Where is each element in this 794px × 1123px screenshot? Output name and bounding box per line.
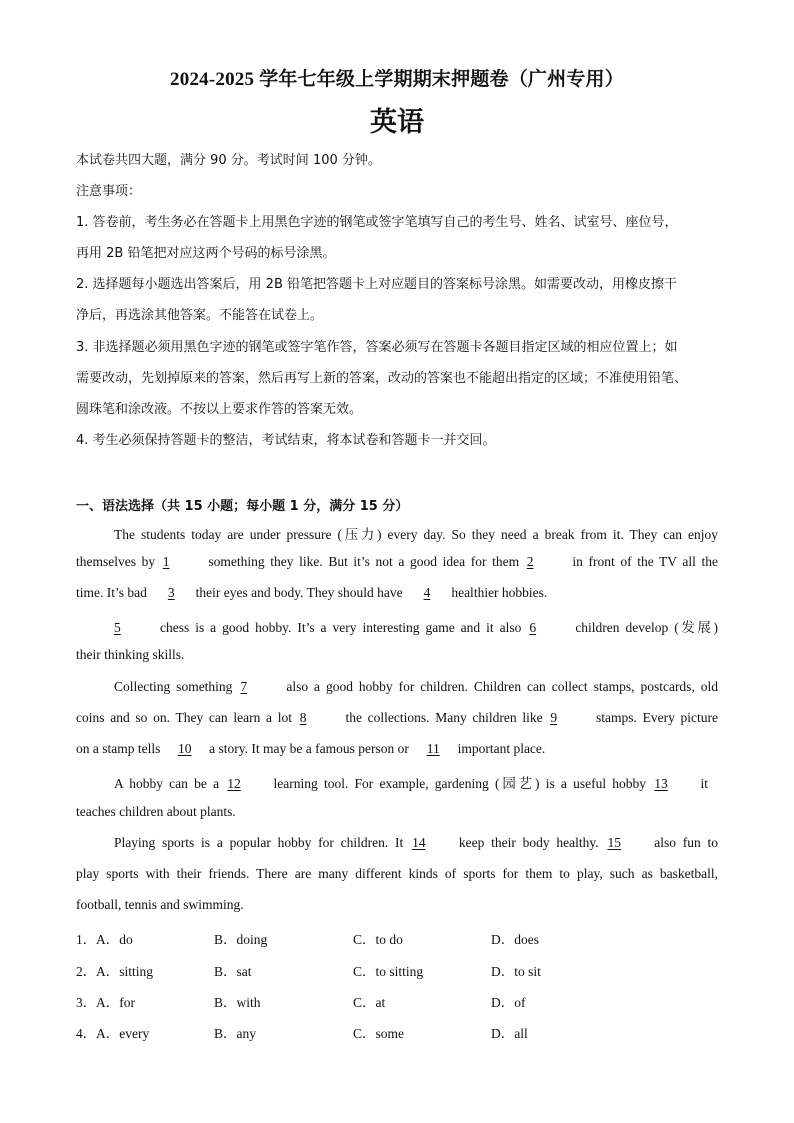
option-c: C．to sitting [353, 964, 424, 979]
answer-blank: 2 [526, 554, 534, 569]
option-b: B．any [214, 1026, 256, 1041]
notice-line: 圆珠笔和涂改液。不按以上要求作答的答案无效。 [76, 402, 363, 417]
passage-line: Playing sports is a popular hobby for children. It 14 keep their body healthy. 15 also fun to [114, 835, 719, 850]
answer-blank: 3 [167, 585, 175, 600]
notice-line: 再用 2B 铅笔把对应这两个号码的标号涂黑。 [76, 246, 336, 261]
section-heading: 一、语法选择（共 15 小题；每小题 1 分，满分 15 分） [76, 499, 409, 514]
answer-blank: 11 [426, 741, 440, 756]
passage-line: The students today are under pressure (压力) every day. So they need a break from it. They can enjoy [114, 527, 718, 542]
passage-line: football, tennis and swimming. [76, 897, 244, 912]
notice-line: 净后，再选涂其他答案。不能答在试卷上。 [76, 308, 324, 323]
option-b: B．sat [214, 964, 252, 979]
passage-line: play sports with their friends. There are many different kinds of sports for them to play, such as basketball, [76, 866, 718, 881]
option-c: C．to do [353, 932, 403, 947]
notice-line: 4. 考生必须保持答题卡的整洁，考试结束，将本试卷和答题卡一并交回。 [76, 433, 496, 448]
exam-subject: 英语 [370, 107, 424, 138]
passage-line: coins and so on. They can learn a lot 8 the collections. Many children like 9 stamps. Every picture [76, 710, 719, 725]
answer-blank: 10 [178, 741, 192, 756]
notice-line: 2. 选择题每小题选出答案后，用 2B 铅笔把答题卡上对应题目的答案标号涂黑。如需要改动，用橡皮擦干 [76, 277, 677, 292]
exam-title: 2024-2025 学年七年级上学期期末押题卷（广州专用） [170, 69, 624, 90]
notice-line: 1. 答卷前，考生务必在答题卡上用黑色字迹的钢笔或签字笔填写自己的考生号、姓名、试室号、座位号， [76, 215, 678, 230]
option-d: D．to sit [491, 964, 541, 979]
option-c: C．some [353, 1026, 405, 1041]
answer-blank: 14 [412, 835, 426, 850]
notice-heading: 注意事项： [76, 184, 142, 199]
passage-line: on a stamp tells 10 a story. It may be a famous person or 11 important place. [76, 741, 546, 756]
option-d: D．all [491, 1026, 528, 1041]
notice-line: 3. 非选择题必须用黑色字迹的钢笔或签字笔作答，答案必须写在答题卡各题目指定区域的相应位置上；如 [76, 340, 678, 355]
exam-intro: 本试卷共四大题，满分 90 分。考试时间 100 分钟。 [76, 153, 381, 168]
answer-blank: 4 [423, 585, 431, 600]
answer-blank: 8 [299, 710, 307, 725]
answer-blank: 13 [654, 776, 668, 791]
option-a: A．do [96, 932, 133, 947]
answer-blank: 15 [607, 835, 621, 850]
question-number: 2． [76, 964, 97, 979]
option-d: D．does [491, 932, 539, 947]
option-a: A．for [96, 995, 135, 1010]
option-d: D．of [491, 995, 526, 1010]
answer-blank: 6 [529, 620, 537, 635]
option-b: B．with [214, 995, 261, 1010]
answer-blank: 9 [550, 710, 558, 725]
passage-line: 5 chess is a good hobby. It’s a very interesting game and it also 6 children develop (发展) [114, 620, 719, 635]
option-a: A．sitting [96, 964, 154, 979]
passage-line: Collecting something 7 also a good hobby for children. Children can collect stamps, postcards, old [114, 679, 719, 694]
question-number: 1． [76, 932, 97, 947]
question-number: 4． [76, 1026, 97, 1041]
passage-line: their thinking skills. [76, 647, 185, 662]
option-b: B．doing [214, 932, 268, 947]
passage-line: time. It’s bad 3 their eyes and body. They should have 4 healthier hobbies. [76, 585, 548, 600]
option-c: C．at [353, 995, 386, 1010]
passage-line: teaches children about plants. [76, 804, 236, 819]
question-number: 3． [76, 995, 97, 1010]
passage-line: A hobby can be a 12 learning tool. For example, gardening (园艺) is a useful hobby 13 it [114, 776, 709, 791]
answer-blank: 12 [227, 776, 241, 791]
option-a: A．every [96, 1026, 150, 1041]
answer-blank: 7 [240, 679, 248, 694]
passage-line: themselves by 1 something they like. But it’s not a good idea for them 2 in front of the TV all the [76, 554, 719, 569]
notice-line: 需要改动，先划掉原来的答案，然后再写上新的答案，改动的答案也不能超出指定的区域；不准使用铅笔、 [76, 371, 688, 386]
answer-blank: 1 [162, 554, 170, 569]
answer-blank: 5 [114, 620, 121, 635]
